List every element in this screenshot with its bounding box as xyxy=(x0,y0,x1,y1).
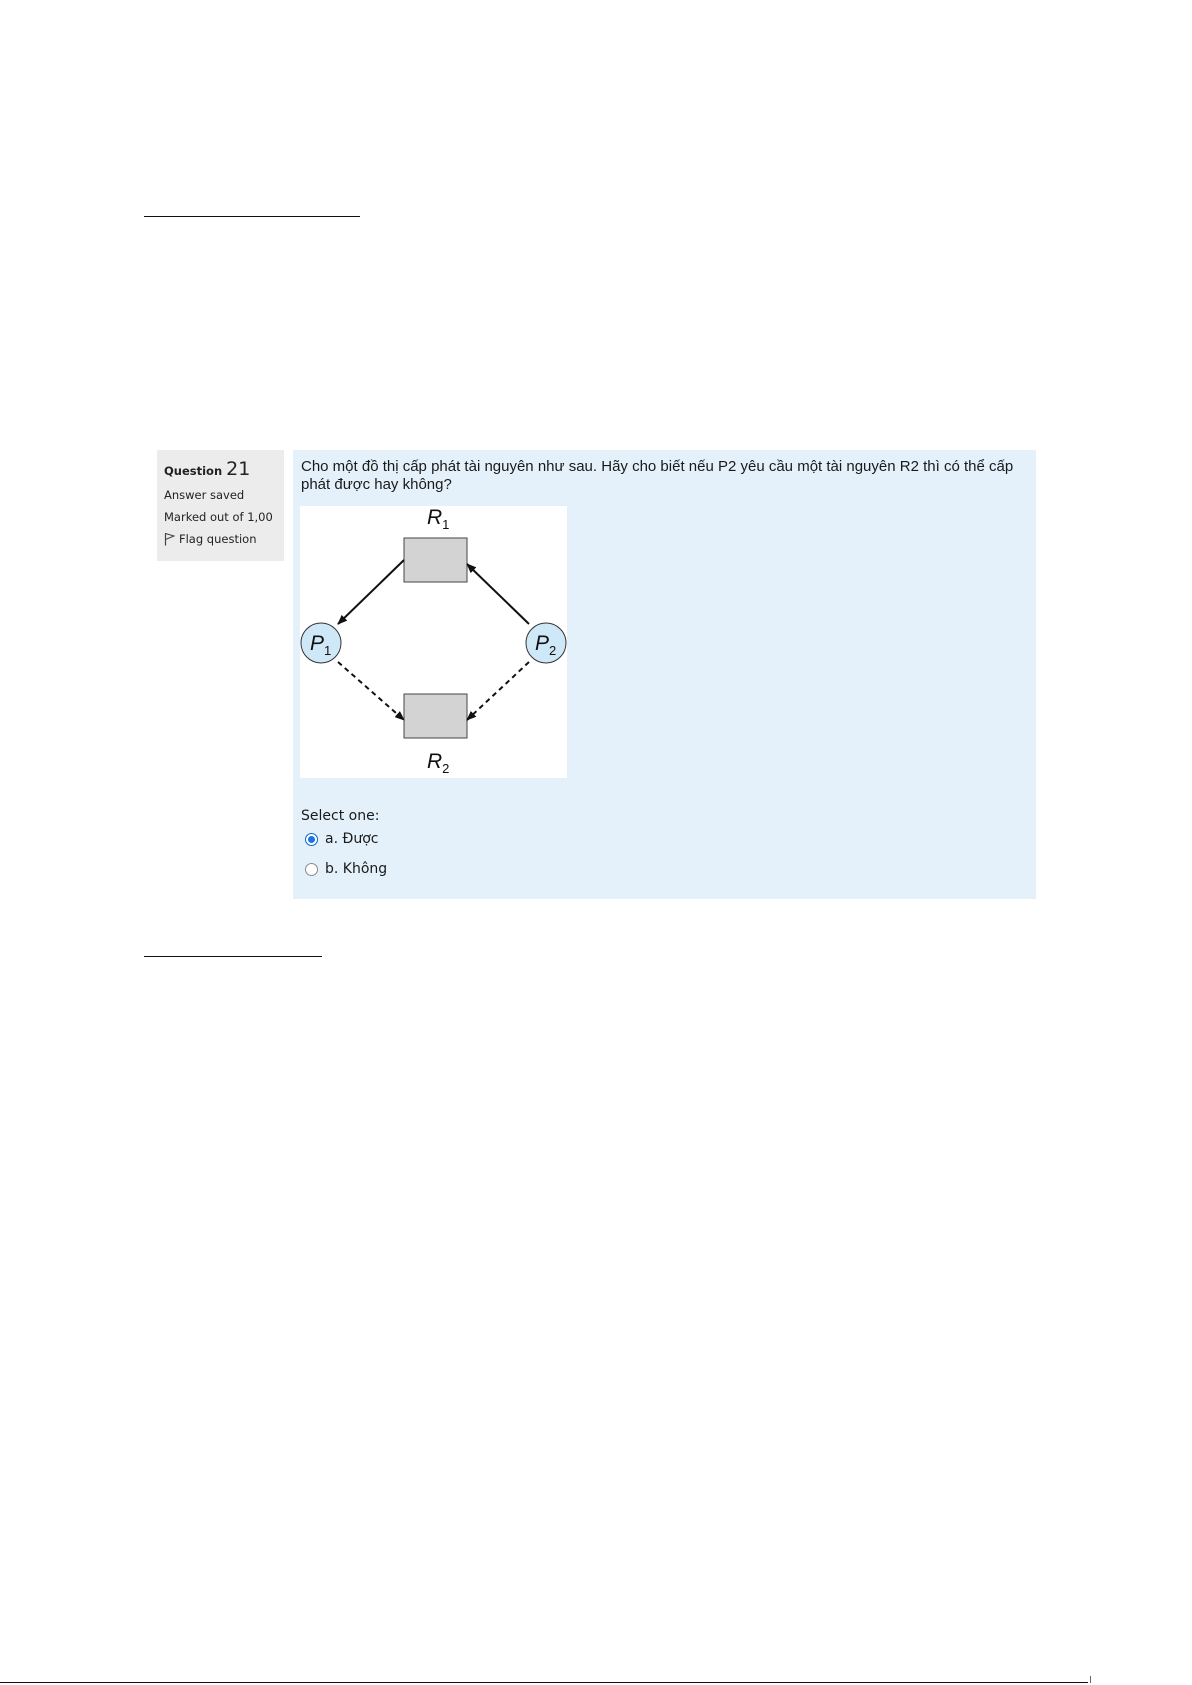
edge-r1-to-p1 xyxy=(338,560,404,624)
question-content xyxy=(293,450,1036,899)
marks-info: Marked out of 1,00 xyxy=(164,510,273,524)
top-divider xyxy=(144,216,360,217)
option-b[interactable] xyxy=(305,861,387,877)
question-text: Cho một đồ thị cấp phát tài nguyên như sau. Hãy cho biết nếu P2 yêu cầu một tài nguyên R2 thì có thể cấp phát được hay không? xyxy=(301,458,1014,493)
process-p1-label: $P_1$ xyxy=(310,632,332,658)
option-a-label: a. Được xyxy=(325,831,379,847)
question-label: Question xyxy=(164,464,223,478)
process-p2-label: $P_2$ xyxy=(535,632,557,658)
flag-icon xyxy=(164,532,175,546)
page-edge-mark xyxy=(1090,1676,1091,1683)
option-a-radio[interactable] xyxy=(305,833,318,846)
edge-p2-to-r1 xyxy=(467,564,529,624)
option-b-label: b. Không xyxy=(325,861,388,877)
middle-divider xyxy=(144,956,322,957)
question-number-value: 21 xyxy=(226,458,251,480)
edge-p2-to-r2 xyxy=(467,662,529,720)
select-one-label: Select one: xyxy=(301,808,380,824)
option-a[interactable] xyxy=(305,831,378,847)
bottom-divider xyxy=(0,1682,1088,1683)
flag-question-label: Flag question xyxy=(179,532,257,546)
resource-allocation-graph xyxy=(300,506,567,778)
resource-r2-box xyxy=(404,694,467,738)
graph-svg xyxy=(300,506,567,778)
question-info-panel xyxy=(157,450,284,561)
question-number xyxy=(164,458,284,480)
resource-r1-label: $R_1$ xyxy=(427,506,450,532)
option-b-radio[interactable] xyxy=(305,863,318,876)
edge-p1-to-r2 xyxy=(338,662,404,720)
resource-r2-label: $R_2$ xyxy=(427,750,450,776)
resource-r1-box xyxy=(404,538,467,582)
flag-question-button[interactable] xyxy=(164,532,257,546)
answer-status: Answer saved xyxy=(164,488,245,502)
